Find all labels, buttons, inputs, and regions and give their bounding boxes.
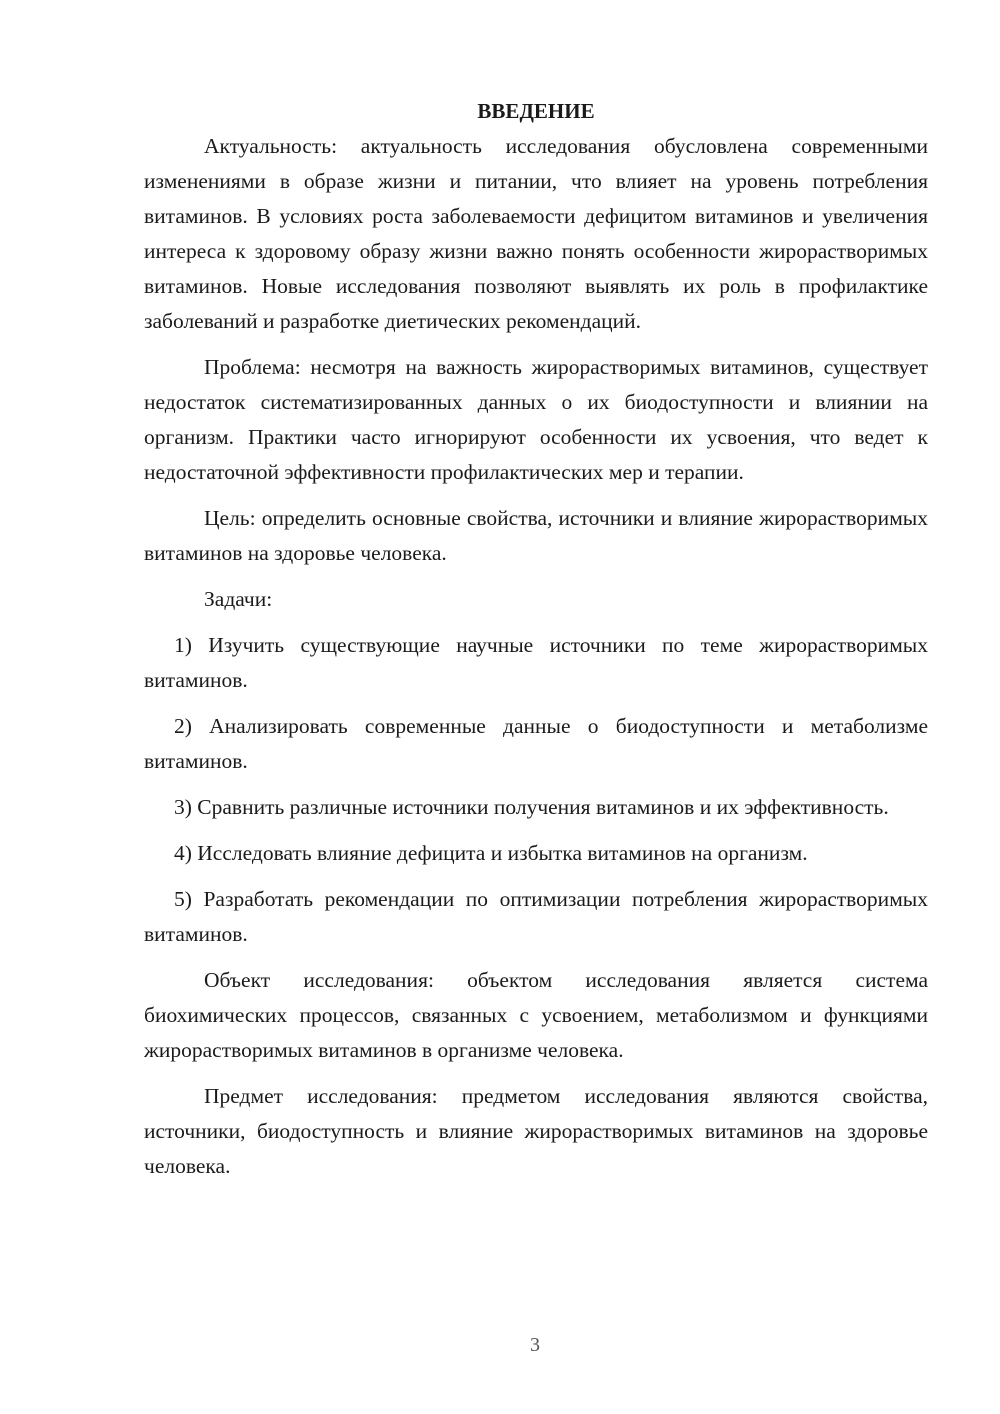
task-item-3: 3) Сравнить различные источники получения витаминов и их эффективность.	[174, 795, 889, 819]
tasks-label: Задачи:	[204, 587, 273, 611]
problem-paragraph: Проблема: несмотря на важность жирорастворимых витаминов, существует недостаток систематизированных данных о их биодоступности и влиянии на организм. Практики часто игнорируют особенности их усвоения, что ведет к недостаточной эффективности профилактических мер и терапии.	[144, 355, 928, 484]
goal-paragraph: Цель: определить основные свойства, источники и влияние жирорастворимых витаминов на здоровье человека.	[144, 506, 928, 565]
subject-paragraph: Предмет исследования: предметом исследования являются свойства, источники, биодоступность и влияние жирорастворимых витаминов на здоровье человека.	[144, 1084, 928, 1178]
relevance-paragraph: Актуальность: актуальность исследования обусловлена современными изменениями в образе жизни и питании, что влияет на уровень потребления витаминов. В условиях роста заболеваемости дефицитом витаминов и увеличения интереса к здоровому образу жизни важно понять особенности жирорастворимых витаминов. Новые исследования позволяют выявлять их роль в профилактике заболеваний и разработке диетических рекомендаций.	[144, 134, 928, 333]
document-page	[144, 92, 928, 1195]
section-heading: ВВЕДЕНИЕ	[477, 99, 595, 123]
page-number: 3	[530, 1334, 540, 1356]
task-item-5: 5) Разработать рекомендации по оптимизации потребления жирорастворимых витаминов.	[144, 887, 928, 946]
task-item-4: 4) Исследовать влияние дефицита и избытка витаминов на организм.	[174, 841, 808, 865]
task-item-1: 1) Изучить существующие научные источники по теме жирорастворимых витаминов.	[144, 633, 928, 692]
task-item-2: 2) Анализировать современные данные о биодоступности и метаболизме витаминов.	[144, 714, 928, 773]
object-paragraph: Объект исследования: объектом исследования является система биохимических процессов, связанных с усвоением, метаболизмом и функциями жирорастворимых витаминов в организме человека.	[144, 968, 928, 1062]
